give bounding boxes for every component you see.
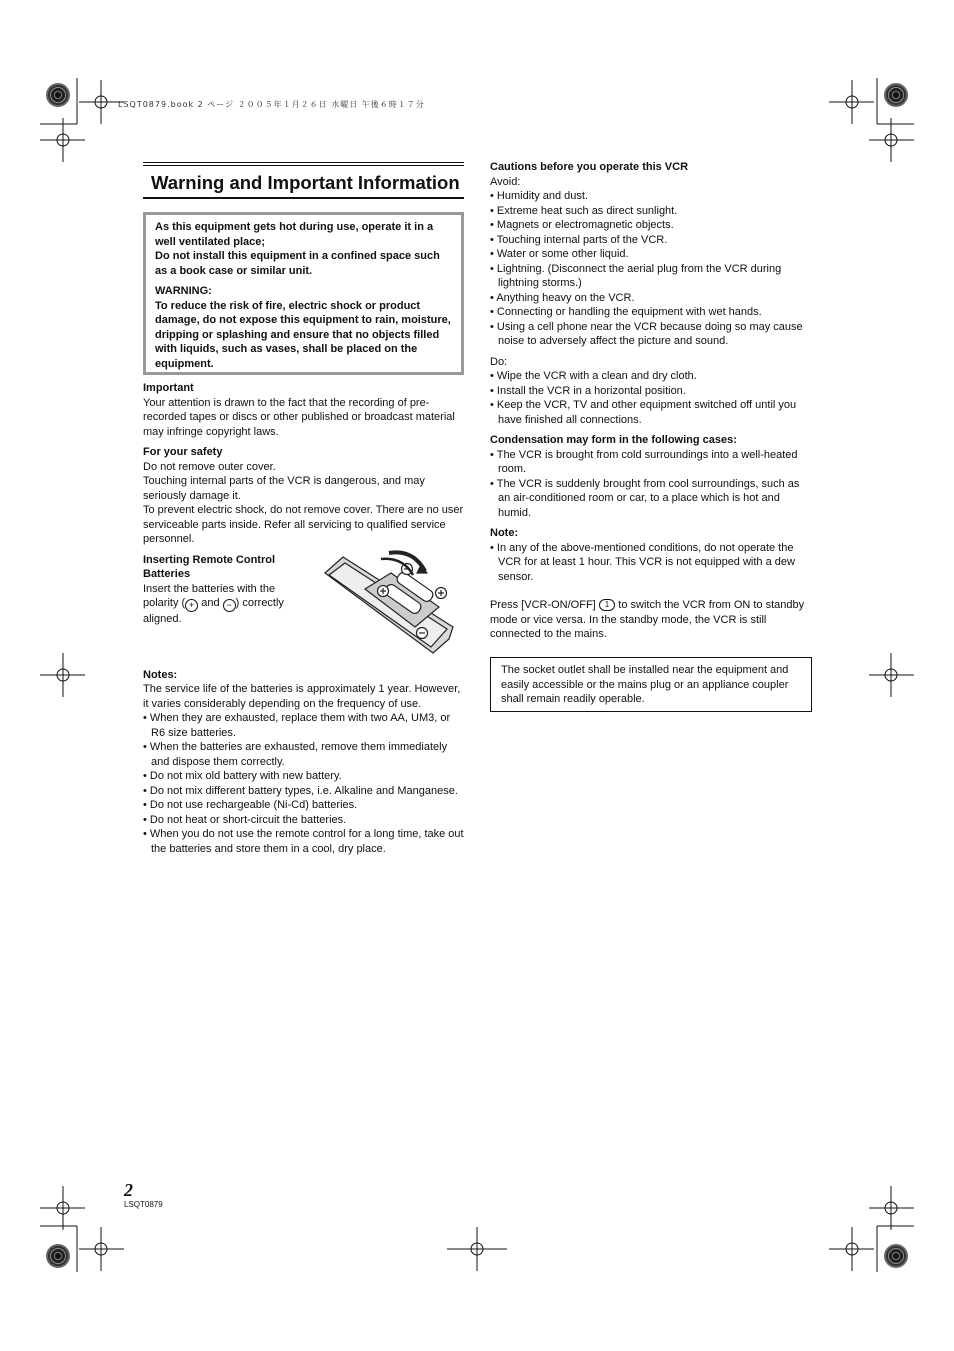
- condensation-heading: Condensation may form in the following cases:: [490, 434, 737, 446]
- condensation-list: [490, 448, 812, 521]
- list-item: • Touching internal parts of the VCR.: [490, 233, 812, 248]
- power-text: Press [VCR-ON/OFF]: [490, 599, 599, 611]
- notes-intro: The service life of the batteries is approximately 1 year. However, it varies considerably depending on the frequency of use.: [143, 683, 461, 710]
- document-code: LSQT0879: [124, 1200, 163, 1209]
- list-item: • Keep the VCR, TV and other equipment switched off until you have finished all connections.: [490, 398, 812, 427]
- plus-icon: +: [185, 599, 198, 612]
- right-column: [490, 160, 812, 642]
- minus-icon: −: [223, 599, 236, 612]
- list-item: • When the batteries are exhausted, remove them immediately and dispose them correctly.: [143, 740, 465, 769]
- battery-heading: Batteries: [143, 568, 191, 580]
- page-number: 2: [124, 1180, 133, 1200]
- list-item: • Using a cell phone near the VCR because doing so may cause noise to adversely affect the picture and sound.: [490, 320, 812, 349]
- vcr-on-off-button-icon: 1: [599, 599, 615, 611]
- note-heading: Note:: [490, 527, 519, 539]
- do-label: Do:: [490, 355, 508, 368]
- important-text: Your attention is drawn to the fact that the recording of pre-recorded tapes or discs or other published or broadcast material may infringe copyright laws.: [143, 396, 455, 438]
- registration-target-icon: [884, 1244, 908, 1268]
- note-list: [490, 541, 812, 585]
- safety-heading: For your safety: [143, 446, 223, 458]
- battery-text: Insert the batteries with the polarity (: [143, 582, 276, 609]
- important-heading: Important: [143, 382, 194, 394]
- list-item: • Water or some other liquid.: [490, 247, 812, 262]
- notes-heading: Notes:: [143, 668, 178, 681]
- list-item: • In any of the above-mentioned conditions, do not operate the VCR for at least 1 hour. This VCR is not equipped with a dew sensor.: [490, 541, 812, 585]
- list-item: • Do not mix old battery with new battery.: [143, 769, 465, 784]
- power-text: to switch the VCR from ON to standby mode or vice versa. In the standby mode, the VCR is still connected to the mains.: [490, 599, 805, 640]
- battery-text: ) correctly aligned.: [143, 597, 284, 625]
- list-item: • Wipe the VCR with a clean and dry cloth.: [490, 369, 812, 384]
- registration-target-icon: [46, 1244, 70, 1268]
- list-item: • Connecting or handling the equipment with wet hands.: [490, 305, 812, 320]
- print-header: LSQT0879.book 2 ページ ２００５年１月２６日 水曜日 午後６時１７分: [118, 100, 425, 109]
- warning-label: WARNING:: [155, 285, 212, 297]
- safety-line: Touching internal parts of the VCR is dangerous, and may seriously damage it.: [143, 475, 425, 502]
- warning-box: [143, 212, 464, 375]
- battery-section: [143, 553, 465, 654]
- power-instruction: [490, 598, 812, 642]
- list-item: • Lightning. (Disconnect the aerial plug from the VCR during lightning storms.): [490, 262, 812, 291]
- left-column: [143, 381, 465, 856]
- list-item: • When they are exhausted, replace them with two AA, UM3, or R6 size batteries.: [143, 711, 465, 740]
- safety-line: To prevent electric shock, do not remove cover. There are no user serviceable parts inside. Refer all servicing to qualified service personnel.: [143, 504, 464, 545]
- list-item: • Do not use rechargeable (Ni-Cd) batteries.: [143, 798, 465, 813]
- ventilation-warning: As this equipment gets hot during use, operate it in a well ventilated place;: [155, 221, 434, 248]
- list-item: • The VCR is suddenly brought from cool surroundings, such as an air-conditioned room or car, to a place which is hot and humid.: [490, 477, 812, 521]
- cautions-heading: Cautions before you operate this VCR: [490, 161, 689, 173]
- socket-notice-box: The socket outlet shall be installed near the equipment and easily accessible or the mains plug or an appliance coupler shall remain readily operable.: [490, 657, 812, 712]
- list-item: • Humidity and dust.: [490, 189, 812, 204]
- registration-target-icon: [46, 83, 70, 107]
- warning-text: To reduce the risk of fire, electric shock or product damage, do not expose this equipment to rain, moisture, dripping or splashing and ensure that no objects filled with liquids, such as vases, shall be placed on the equipment.: [155, 299, 451, 370]
- battery-heading: Inserting Remote Control: [143, 553, 276, 566]
- list-item: • When you do not use the remote control for a long time, take out the batteries and store them in a cool, dry place.: [143, 827, 465, 856]
- do-list: [490, 369, 812, 427]
- avoid-label: Avoid:: [490, 175, 521, 188]
- safety-line: Do not remove outer cover.: [143, 460, 276, 473]
- list-item: • The VCR is brought from cold surroundings into a well-heated room.: [490, 448, 812, 477]
- remote-battery-illustration: [321, 535, 461, 655]
- title-rule: [143, 162, 464, 163]
- list-item: • Install the VCR in a horizontal position.: [490, 384, 812, 399]
- battery-text: and: [198, 597, 223, 609]
- list-item: • Anything heavy on the VCR.: [490, 291, 812, 306]
- title-rule: [143, 197, 464, 199]
- page-title: Warning and Important Information: [151, 172, 460, 193]
- notes-list: [143, 711, 465, 856]
- avoid-list: [490, 189, 812, 349]
- section-title-block: [143, 162, 464, 199]
- list-item: • Magnets or electromagnetic objects.: [490, 218, 812, 233]
- registration-target-icon: [884, 83, 908, 107]
- list-item: • Extreme heat such as direct sunlight.: [490, 204, 812, 219]
- installation-warning: Do not install this equipment in a confined space such as a book case or similar unit.: [155, 250, 440, 277]
- battery-instruction: [143, 582, 308, 627]
- list-item: • Do not mix different battery types, i.e. Alkaline and Manganese.: [143, 784, 465, 799]
- list-item: • Do not heat or short-circuit the batteries.: [143, 813, 465, 828]
